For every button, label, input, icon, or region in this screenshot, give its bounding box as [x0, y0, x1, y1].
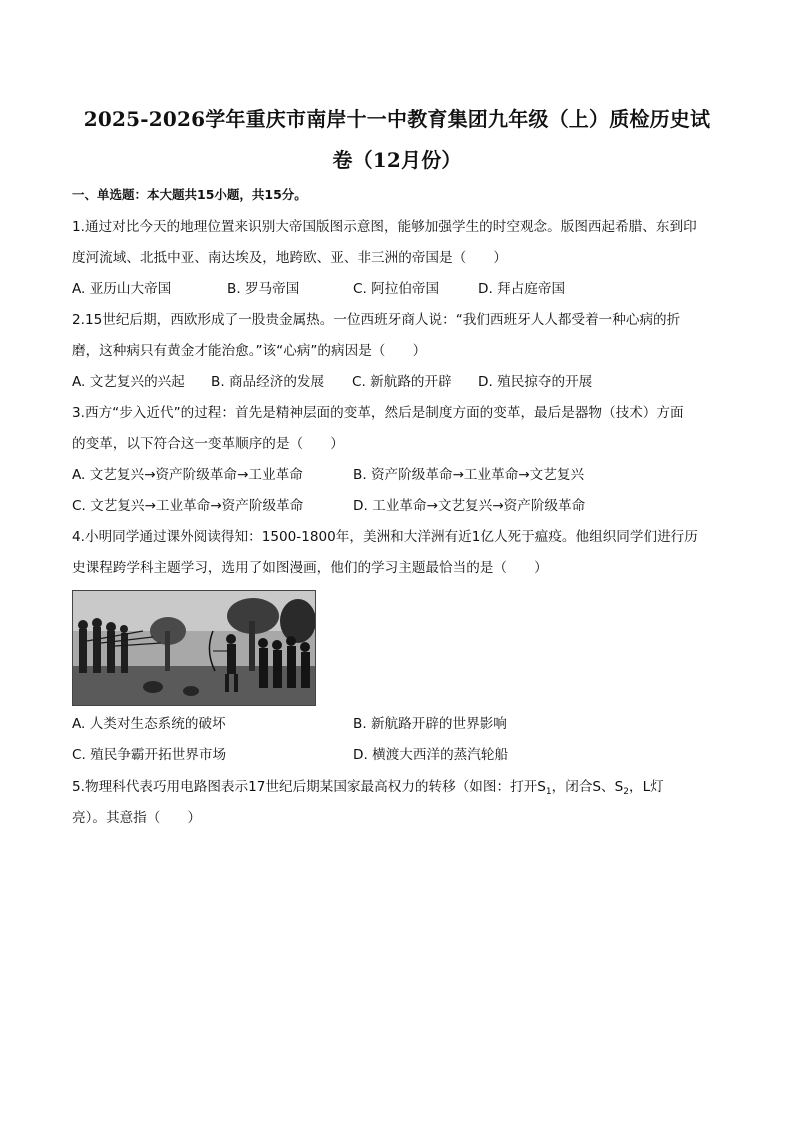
document-title-line1: 2025-2026学年重庆市南岸十一中教育集团九年级（上）质检历史试	[83, 107, 711, 131]
question-3-options-row-1	[72, 465, 732, 485]
question-4-option-b[interactable]: B. 新航路开辟的世界影响	[353, 716, 507, 732]
question-4-line-2: 史课程跨学科主题学习，选用了如图漫画，他们的学习主题最恰当的是（ ）	[72, 560, 548, 576]
section-header: 一、单选题：本大题共15小题，共15分。	[72, 187, 307, 202]
question-1-options	[72, 279, 732, 299]
question-2-line-2: 磨，这种病只有黄金才能治愈。”该“心病”的病因是（ ）	[72, 343, 427, 359]
question-4-options-row-2	[72, 745, 732, 765]
question-5-subscript-2: 2	[623, 787, 630, 797]
question-4-line-1: 4.小明同学通过课外阅读得知：1500-1800年，美洲和大洋洲有近1亿人死于瘟疫。他组织同学们进行历	[72, 529, 698, 545]
question-4-engraving-image	[72, 590, 316, 706]
question-3-option-c[interactable]: C. 文艺复兴→工业革命→资产阶级革命	[72, 498, 304, 514]
question-5-line-2: 亮）。其意指（ ）	[72, 810, 202, 826]
question-5-line-1	[72, 777, 732, 797]
question-2-option-c[interactable]: C. 新航路的开辟	[352, 374, 452, 390]
question-1-line-2: 度河流域、北抵中亚、南达埃及，地跨欧、亚、非三洲的帝国是（ ）	[72, 250, 507, 266]
question-2-line-1: 2.15世纪后期，西欧形成了一股贵金属热。一位西班牙商人说：“我们西班牙人人都受着一种心病的折	[72, 312, 681, 328]
question-1-option-b[interactable]: B. 罗马帝国	[227, 281, 300, 297]
question-2-options	[72, 372, 732, 392]
document-title-line2: 卷（12月份）	[332, 148, 462, 172]
question-1-option-c[interactable]: C. 阿拉伯帝国	[353, 281, 440, 297]
question-1-line-1: 1.通过对比今天的地理位置来识别大帝国版图示意图，能够加强学生的时空观念。版图西起希腊、东到印	[72, 219, 697, 235]
question-5-text-a: 5.物理科代表巧用电路图表示17世纪后期某国家最高权力的转移（如图：打开S	[72, 779, 546, 795]
question-2-option-d[interactable]: D. 殖民掠夺的开展	[478, 374, 593, 390]
question-2-option-b[interactable]: B. 商品经济的发展	[211, 374, 325, 390]
question-3-option-d[interactable]: D. 工业革命→文艺复兴→资产阶级革命	[353, 498, 586, 514]
question-3-option-a[interactable]: A. 文艺复兴→资产阶级革命→工业革命	[72, 467, 303, 483]
question-3-option-b[interactable]: B. 资产阶级革命→工业革命→文艺复兴	[353, 467, 585, 483]
question-3-line-2: 的变革，以下符合这一变革顺序的是（ ）	[72, 436, 344, 452]
question-5-subscript-1: 1	[545, 787, 552, 797]
question-5-text-c: ，L灯	[629, 779, 664, 795]
question-2-option-a[interactable]: A. 文艺复兴的兴起	[72, 374, 185, 390]
question-1-option-d[interactable]: D. 拜占庭帝国	[478, 281, 566, 297]
question-4-option-a[interactable]: A. 人类对生态系统的破坏	[72, 716, 226, 732]
question-3-options-row-2	[72, 496, 732, 516]
question-4-option-c[interactable]: C. 殖民争霸开拓世界市场	[72, 747, 227, 763]
question-4-option-d[interactable]: D. 横渡大西洋的蒸汽轮船	[353, 747, 509, 763]
question-4-options-row-1	[72, 714, 732, 734]
question-3-line-1: 3.西方“步入近代”的过程：首先是精神层面的变革，然后是制度方面的变革，最后是器物（技术）方面	[72, 405, 684, 421]
question-1-option-a[interactable]: A. 亚历山大帝国	[72, 281, 172, 297]
engraving-illustration	[73, 591, 315, 705]
question-5-text-b: ，闭合S、S	[551, 779, 624, 795]
